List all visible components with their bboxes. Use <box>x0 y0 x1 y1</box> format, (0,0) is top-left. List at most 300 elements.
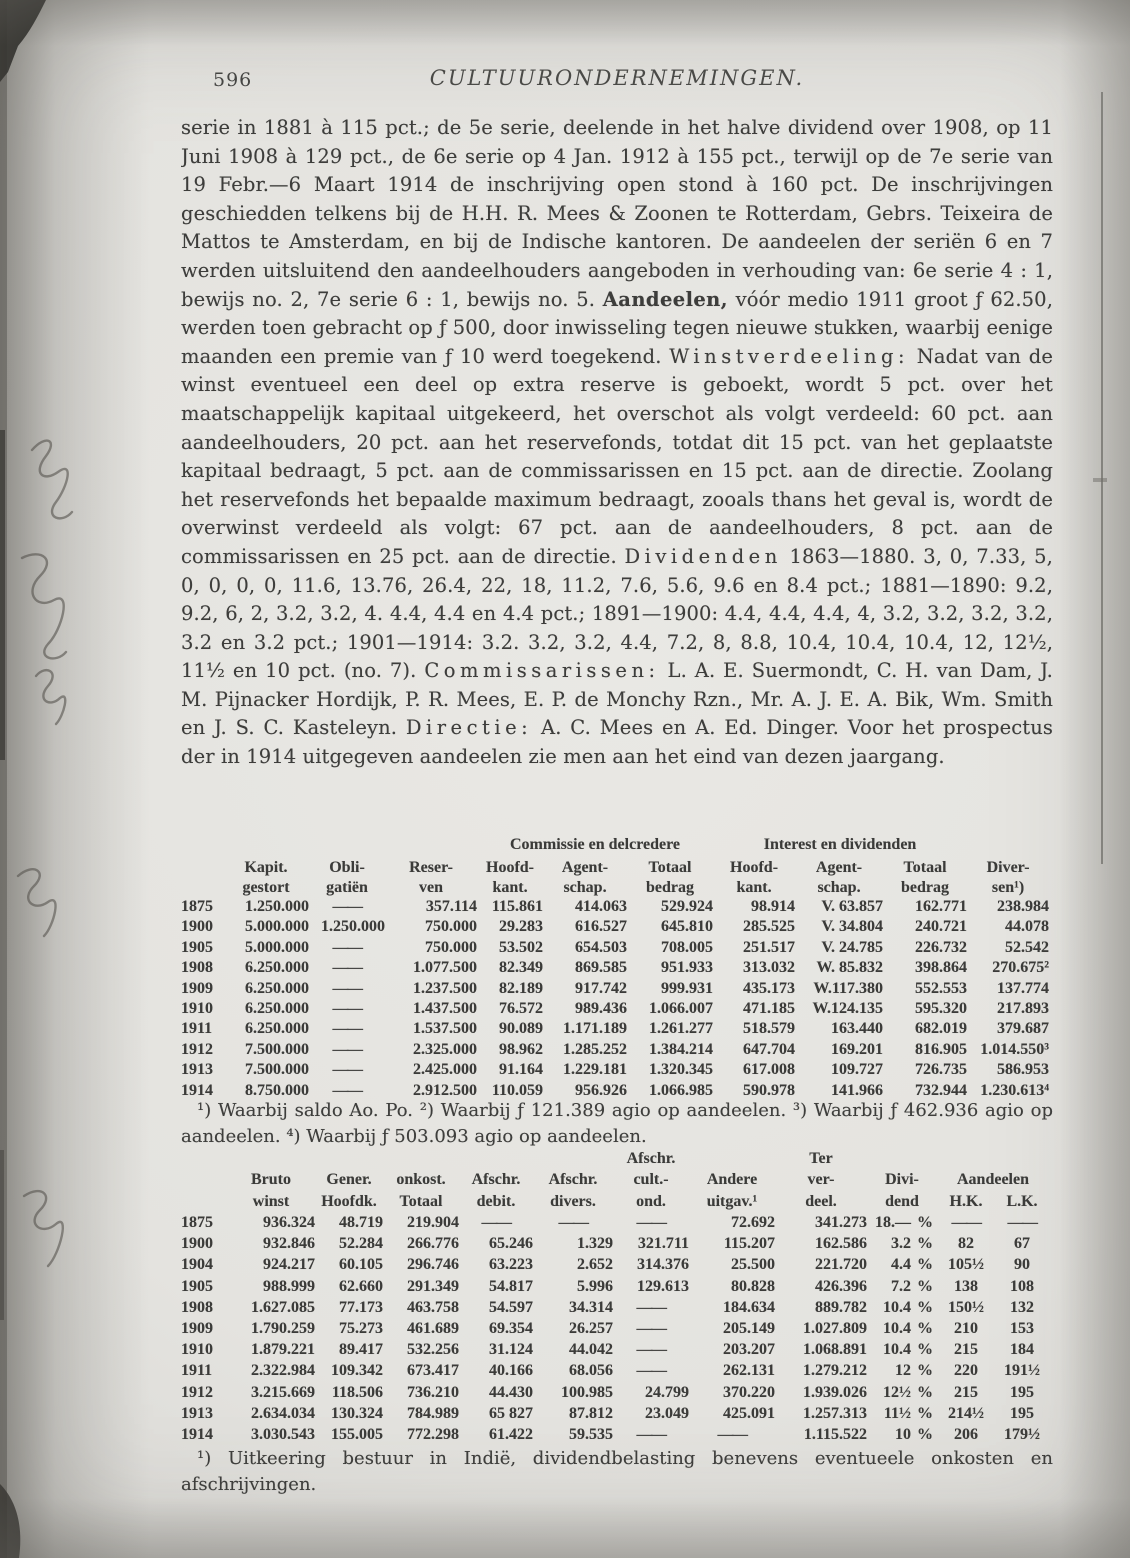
table-cell: 2.634.034 <box>251 1404 315 1422</box>
table-cell: 109.727 <box>831 1061 884 1079</box>
table-cell: % <box>917 1404 933 1422</box>
table-cell: 3.030.543 <box>251 1425 315 1443</box>
group-header-afschr: Afschr. <box>626 1150 676 1167</box>
table-cell: 44.042 <box>569 1341 613 1359</box>
table-cell: 1.939.026 <box>803 1383 867 1401</box>
right-page-edge-line <box>1101 92 1103 864</box>
left-edge-dark-segment <box>0 430 5 760</box>
table-cell: 552.553 <box>915 979 968 997</box>
table-cell: —— <box>636 1298 666 1316</box>
table-cell: 1910 <box>181 999 213 1017</box>
table-cell: 10 <box>895 1425 911 1443</box>
table-cell: 52.284 <box>339 1235 383 1253</box>
table-header-cell: bedrag <box>901 878 950 896</box>
table-cell: 6.250.000 <box>245 979 309 997</box>
table-cell: 141.966 <box>831 1081 884 1099</box>
table-cell: 24.799 <box>645 1383 689 1401</box>
table-cell: 426.396 <box>815 1277 867 1295</box>
table-cell: 150½ <box>948 1298 984 1316</box>
table-cell: 98.962 <box>499 1040 543 1058</box>
table-cell: 62.660 <box>339 1277 383 1295</box>
table-cell: 68.056 <box>569 1362 613 1380</box>
table-cell: 184.634 <box>723 1298 775 1316</box>
table-header-cell: Afschr. <box>548 1171 598 1188</box>
table-cell: 65 827 <box>489 1404 533 1422</box>
table-cell: 595.320 <box>915 999 968 1017</box>
table-cell <box>181 1150 613 1171</box>
table-cell: 54.597 <box>489 1298 533 1316</box>
scan-shadow-bottom <box>0 1498 1130 1558</box>
table-cell: 936.324 <box>263 1214 315 1231</box>
table-cell: 1.879.221 <box>251 1341 315 1359</box>
table-cell: 162.771 <box>915 898 968 915</box>
table-cell: W.117.380 <box>813 979 884 997</box>
table-cell: 1.279.212 <box>803 1362 867 1380</box>
table-cell: 163.440 <box>831 1020 884 1038</box>
table-cell: 221.720 <box>815 1256 867 1274</box>
table-cell: 82.189 <box>499 979 543 997</box>
table-cell: 708.005 <box>661 938 714 956</box>
table-cell: 266.776 <box>407 1235 459 1253</box>
table-cell: 53.502 <box>499 938 543 956</box>
table1-footnote: ¹) Waarbij saldo Ao. Po. ²) Waarbij ƒ 121.389 agio op aandeelen. ³) Waarbij ƒ 462.936 agio op aandeelen. ⁴) Waarbij ƒ 503.093 agio op aandeelen. <box>181 1100 1053 1147</box>
table-cell: 1911 <box>181 1020 213 1038</box>
table-row <box>181 1405 1049 1426</box>
table-row <box>181 1061 1049 1081</box>
table2-footnote: ¹) Uitkeering bestuur in Indië, dividendbelasting benevens eventueele onkosten en afschrijvingen. <box>181 1448 1053 1495</box>
table-cell: 1.068.891 <box>803 1341 867 1359</box>
table-cell: 1.320.345 <box>649 1061 714 1079</box>
table-cell: 184 <box>1010 1341 1034 1359</box>
table-cell <box>181 1193 227 1215</box>
table-cell: 471.185 <box>743 999 796 1017</box>
table-cell: 2.322.984 <box>251 1362 315 1380</box>
table-cell: 1.066.985 <box>649 1081 714 1099</box>
right-margin-smudge <box>1093 478 1107 482</box>
table-header-cell: Andere <box>706 1171 758 1188</box>
table-cell: 1908 <box>181 959 213 977</box>
paragraph-segment: Nadat van de winst eventueel een deel op extra reserve is geboekt, wordt 5 pct. over het maatschappelijk kapitaal uitgekeerd, het overschot als volgt verdeeld: 60 pct. aan aandeelhouders, 20 pct. aan het reservefonds, totdat dit 15 pct. van het geplaatste kapitaal bedraagt, 5 pct. aan de commissarissen en 15 pct. aan de directie. Zoolang het reservefonds het bepaalde maximum bedraagt, zooals thans het geval is, wordt de overwinst verdeeld als volgt: 67 pct. aan de aandeelhouders, 8 pct. aan de commissarissen en 25 pct. aan de directie. <box>181 344 1053 568</box>
table2-head <box>181 1150 1049 1214</box>
table-cell: 750.000 <box>425 918 477 936</box>
table-header-cell: Agent- <box>561 859 609 876</box>
table-cell: 999.931 <box>661 979 714 997</box>
bottom-left-corner-blot <box>0 1484 20 1558</box>
table-cell: —— <box>332 938 362 956</box>
table-row <box>181 959 1049 979</box>
table-cell: 1.027.809 <box>803 1319 867 1337</box>
table-cell: 29.283 <box>499 918 543 936</box>
table-cell: 772.298 <box>407 1425 459 1443</box>
table-cell: V. 24.785 <box>821 938 884 956</box>
table-cell: 732.944 <box>915 1081 968 1099</box>
table-cell <box>689 1150 775 1171</box>
table-cell: 1.257.313 <box>803 1404 867 1422</box>
table-row <box>181 980 1049 1000</box>
table-cell: 6.250.000 <box>245 1020 309 1038</box>
table-header-cell: Kapit. <box>244 859 288 876</box>
table-header-cell: Obli- <box>329 859 365 876</box>
table-cell: 61.422 <box>489 1425 533 1443</box>
group-header-ter: Ter <box>809 1150 833 1167</box>
table-header-cell: Hoofdk. <box>321 1192 377 1210</box>
table-header-cell: dend <box>885 1192 919 1210</box>
table-cell: —— <box>332 1061 362 1079</box>
table-cell: 195 <box>1010 1404 1034 1422</box>
left-edge-strip <box>0 0 7 1558</box>
table2-body <box>181 1214 1049 1447</box>
table-row <box>181 898 1049 918</box>
table-header-cell: gestort <box>242 878 290 896</box>
table-cell: 357.114 <box>425 898 477 915</box>
table-cell: % <box>917 1425 933 1443</box>
table-cell: 370.220 <box>723 1383 775 1401</box>
table-cell: 889.782 <box>815 1298 867 1316</box>
table-cell: 138 <box>954 1277 978 1295</box>
table-cell: 869.585 <box>575 959 627 977</box>
table-header-cell: L.K. <box>1006 1192 1038 1210</box>
table-cell: 291.349 <box>407 1277 459 1295</box>
table-row <box>181 1214 1049 1235</box>
table-cell: 162.586 <box>815 1235 867 1253</box>
group-header-commissie: Commissie en delcredere <box>509 836 681 853</box>
paragraph-segment: Commissarissen: <box>424 659 660 683</box>
table-cell: 1.230.613⁴ <box>980 1081 1050 1099</box>
table-row <box>181 1384 1049 1405</box>
table-cell: 1905 <box>181 1277 213 1295</box>
table-cell: 1.537.500 <box>413 1020 477 1038</box>
table-cell: 59.535 <box>569 1425 613 1443</box>
table-row <box>181 1362 1049 1383</box>
table-cell: 109.342 <box>331 1362 383 1380</box>
left-edge-dark-segment <box>0 1150 4 1320</box>
table-cell: 1913 <box>181 1404 213 1422</box>
table-cell: 34.314 <box>569 1298 613 1316</box>
paragraph-segment: L. A. E. Suermondt, C. H. van Dam, J. M. Pijnacker Hordijk, P. R. Mees, E. P. de Monchy Rzn., Mr. A. J. E. A. Bik, Wm. Smith en J. S. C. Kasteleyn. <box>181 659 1053 740</box>
table-cell: % <box>917 1319 933 1337</box>
table-cell: 4.4 <box>891 1256 911 1274</box>
table-cell: 1.329 <box>577 1235 613 1253</box>
table-cell: 77.173 <box>339 1298 383 1316</box>
table-cell: 7.500.000 <box>245 1040 309 1058</box>
table-cell: 6.250.000 <box>245 959 309 977</box>
table-row <box>181 939 1049 959</box>
table-cell: 7.500.000 <box>245 1061 309 1079</box>
table-cell: % <box>917 1277 933 1295</box>
table-cell: 98.914 <box>751 898 796 915</box>
table-cell: 1.261.277 <box>649 1020 714 1038</box>
table-header-cell: bedrag <box>646 878 694 896</box>
table-cell: 285.525 <box>743 918 796 936</box>
table-cell: 645.810 <box>661 918 714 936</box>
table-cell: 932.846 <box>263 1235 315 1253</box>
table-header-cell: Totaal <box>648 859 692 876</box>
table-cell: 988.999 <box>263 1277 315 1295</box>
paragraph-segment: vóór medio 1911 groot ƒ 62.50, werden toen gebracht op ƒ 500, door inwisseling tegen nieuwe stukken, waarbij eenige maanden een premie van ƒ 10 werd toegekend. <box>181 287 1053 368</box>
table-header-cell: schap. <box>563 878 607 896</box>
table-cell: 5.000.000 <box>245 918 309 936</box>
table-cell: —— <box>332 1040 362 1058</box>
table1 <box>181 836 1049 1102</box>
table-cell: 1.627.085 <box>251 1298 315 1316</box>
table-header-cell: kant. <box>492 878 528 896</box>
table-cell: 54.817 <box>489 1277 533 1295</box>
paragraph-segment: Winstverdeeling: <box>669 344 910 368</box>
table-cell: 226.732 <box>915 938 968 956</box>
table-cell: 108 <box>1010 1277 1034 1295</box>
table-cell: 210 <box>954 1319 978 1337</box>
table-cell: 105½ <box>948 1256 984 1274</box>
table-cell: 1.066.007 <box>649 999 714 1017</box>
table-cell: 1911 <box>181 1362 213 1380</box>
table-cell: 217.893 <box>997 999 1050 1017</box>
table-cell: 8.750.000 <box>245 1081 309 1099</box>
table-cell: % <box>917 1341 933 1359</box>
table-cell: 1900 <box>181 918 213 936</box>
table-cell: W.124.135 <box>812 999 884 1017</box>
table-cell: 215 <box>954 1383 978 1401</box>
table-header-cell: sen¹) <box>991 878 1025 896</box>
table-cell: 251.517 <box>743 938 796 956</box>
table-cell: 3.2 <box>891 1235 911 1253</box>
table-cell: 60.105 <box>339 1256 383 1274</box>
table-cell: 1908 <box>181 1298 213 1316</box>
table-header-cell: H.K. <box>949 1192 983 1210</box>
table-header-cell: Aandeelen <box>957 1171 1029 1188</box>
table-cell: 313.032 <box>743 959 796 977</box>
table-cell: 63.223 <box>489 1256 533 1274</box>
group-header-interest: Interest en dividenden <box>763 836 917 853</box>
scan-shadow-left <box>0 0 150 1558</box>
table-cell: —— <box>636 1362 666 1380</box>
table-cell: —— <box>636 1319 666 1337</box>
table-cell: 100.985 <box>561 1383 613 1401</box>
table-cell: 26.257 <box>569 1319 613 1337</box>
table-cell: 23.049 <box>645 1404 689 1422</box>
table-header-cell: Divi- <box>885 1171 919 1188</box>
table-cell: 72.692 <box>731 1214 775 1231</box>
table-cell: 80.828 <box>731 1277 775 1295</box>
table-cell: 956.926 <box>575 1081 627 1099</box>
table-cell: —— <box>332 979 362 997</box>
scan-shadow-top <box>0 0 1130 46</box>
table-header-cell: Reser- <box>409 859 453 876</box>
table-cell: —— <box>332 1081 362 1099</box>
table-cell: % <box>917 1256 933 1274</box>
table-cell: 82.349 <box>499 959 543 977</box>
table-header-cell: kant. <box>736 878 772 896</box>
table-cell: 2.652 <box>577 1256 613 1274</box>
table-cell: 425.091 <box>723 1404 775 1422</box>
table-cell: 435.173 <box>743 979 796 997</box>
table-cell: 784.989 <box>407 1404 459 1422</box>
table-header-cell: gatiën <box>326 878 368 896</box>
table-cell: 296.746 <box>407 1256 459 1274</box>
table-header-cell: Totaal <box>903 859 947 876</box>
table-cell: 90 <box>1014 1256 1030 1274</box>
page-number: 596 <box>213 69 253 91</box>
table-header-cell: schap. <box>817 878 861 896</box>
table-header-cell: Diver- <box>986 859 1030 876</box>
table-cell: 314.376 <box>637 1256 689 1274</box>
table-cell: 398.864 <box>915 959 968 977</box>
table-cell: 12 <box>895 1362 911 1380</box>
table-cell: 989.436 <box>575 999 627 1017</box>
table-cell: 203.207 <box>723 1341 775 1359</box>
table2 <box>181 1150 1049 1447</box>
table2-header-row <box>181 1193 1049 1215</box>
table-cell: 736.210 <box>407 1383 459 1401</box>
table-cell: 616.527 <box>575 918 627 936</box>
table-cell: —— <box>332 898 362 915</box>
table-cell: 1.237.500 <box>413 979 477 997</box>
table-cell: 682.019 <box>915 1020 968 1038</box>
table-header-cell: ven <box>419 878 443 896</box>
table-cell: 238.984 <box>997 898 1050 915</box>
body-paragraph <box>181 114 1053 838</box>
table-cell: 118.506 <box>331 1383 383 1401</box>
table-cell: 1909 <box>181 1319 213 1337</box>
table-cell: 25.500 <box>731 1256 775 1274</box>
table-row <box>181 1041 1049 1061</box>
table-cell: 1.014.550³ <box>980 1040 1050 1058</box>
table-cell: 132 <box>1010 1298 1034 1316</box>
table-cell: 48.719 <box>339 1214 383 1231</box>
table-cell: V. 34.804 <box>821 918 884 936</box>
page-title: CULTUURONDERNEMINGEN. <box>429 66 805 90</box>
table-cell: —— <box>332 959 362 977</box>
table-cell: 1.250.000 <box>245 898 309 915</box>
table-cell: 155.005 <box>331 1425 383 1443</box>
table-row <box>181 1278 1049 1299</box>
table-cell: 1912 <box>181 1040 213 1058</box>
table-row <box>181 1235 1049 1256</box>
table-cell: 215 <box>954 1341 978 1359</box>
table-cell: 115.861 <box>491 898 543 915</box>
table-cell: 1.171.189 <box>563 1020 627 1038</box>
table-row <box>181 918 1049 938</box>
table-cell: —— <box>1007 1214 1037 1231</box>
table-cell: 673.417 <box>407 1362 459 1380</box>
table-header-cell: Afschr. <box>471 1171 521 1188</box>
table-row <box>181 1020 1049 1040</box>
table-cell: 169.201 <box>831 1040 884 1058</box>
table-cell: 1905 <box>181 938 213 956</box>
table-cell: 586.953 <box>997 1061 1050 1079</box>
table2-header-row <box>181 1171 1049 1193</box>
table-header-cell: divers. <box>550 1192 596 1210</box>
table-cell: 137.774 <box>997 979 1050 997</box>
table-cell: —— <box>951 1214 981 1231</box>
table-header-cell <box>181 879 223 899</box>
table-cell: 5.000.000 <box>245 938 309 956</box>
table-cell: 1909 <box>181 979 213 997</box>
table-cell: 214½ <box>948 1404 984 1422</box>
table-row <box>181 1256 1049 1277</box>
table-cell: 10.4 <box>883 1319 911 1337</box>
table-cell: —— <box>481 1214 511 1231</box>
table-cell: 2.425.000 <box>413 1061 477 1079</box>
table-cell: 40.166 <box>489 1362 533 1380</box>
table-cell <box>967 836 1049 859</box>
table-row <box>181 1320 1049 1341</box>
table-cell: 65.246 <box>489 1235 533 1253</box>
table-cell: 1875 <box>181 898 213 915</box>
table-cell: 1.285.252 <box>563 1040 627 1058</box>
table-header-cell: uitgav.¹ <box>706 1192 758 1210</box>
table-cell: 270.675² <box>992 959 1050 977</box>
table-cell: —— <box>636 1425 666 1443</box>
table-cell: —— <box>558 1214 588 1231</box>
table-cell: 130.324 <box>331 1404 383 1422</box>
table-cell: 11½ <box>883 1404 911 1422</box>
table-cell: 219.904 <box>407 1214 459 1231</box>
table-header-cell: ond. <box>636 1192 666 1210</box>
table-cell: 341.273 <box>815 1214 867 1231</box>
table-cell: 18.— <box>875 1214 911 1231</box>
table-cell: 76.572 <box>499 999 543 1017</box>
paragraph-segment: 1863—1880. 3, 0, 7.33, 5, 0, 0, 0, 0, 11.6, 13.76, 26.4, 22, 18, 11.2, 7.6, 5.6, 9.6 en 8.4 pct.; 1881—1890: 9.2, 9.2, 6, 2, 3.2, 3.2, 4. 4.4, 4.4 en 4.4 pct.; 1891—1900: 4.4, 4.4, 4.4, 4, 3.2, 3.2, 3.2, 3.2, 3.2 en 3.2 pct.; 1901—1914: 3.2. 3.2, 3.2, 4.4, 7.2, 8, 8.8, 10.4, 10.4, 10.4, 12, 12½, 11½ en 10 pct. (no. 7). <box>181 544 1053 683</box>
table-cell: 220 <box>954 1362 978 1380</box>
table-cell: 1.229.181 <box>563 1061 627 1079</box>
table-header-cell: debit. <box>476 1192 516 1210</box>
table-row <box>181 1000 1049 1020</box>
table-cell: 153 <box>1010 1319 1034 1337</box>
table-cell: 726.735 <box>915 1061 968 1079</box>
table-cell: —— <box>636 1341 666 1359</box>
paragraph-segment: A. C. Mees en A. Ed. Dinger. Voor het prospectus der in 1914 uitgegeven aandeelen zie men aan het eind van dezen jaargang. <box>181 716 1053 769</box>
table-cell: 951.933 <box>661 959 714 977</box>
table-header-cell <box>181 859 223 879</box>
table1-section <box>181 836 1053 1102</box>
paragraph-segment: Aandeelen, <box>602 287 728 311</box>
table-cell: 379.687 <box>997 1020 1050 1038</box>
table-cell: % <box>917 1214 933 1231</box>
table2-group-header-row <box>181 1150 1049 1171</box>
table-cell: 1.077.500 <box>413 959 477 977</box>
table-cell: 75.273 <box>339 1319 383 1337</box>
table-cell: 1913 <box>181 1061 213 1079</box>
table-cell <box>867 1150 1049 1171</box>
table-cell: % <box>917 1235 933 1253</box>
table-cell: 67 <box>1014 1235 1030 1253</box>
table-cell: —— <box>717 1425 747 1443</box>
paragraph-segment: Directie: <box>405 716 533 740</box>
table-cell: 3.215.669 <box>251 1383 315 1401</box>
paragraph-segment: serie in 1881 à 115 pct.; de 5e serie, deelende in het halve dividend over 1908, op 11 Juni 1908 à 129 pct., de 6e serie op 4 Jan. 1912 à 155 pct., terwijl op de 7e serie van 19 Febr.—6 Maart 1914 de inschrijving open stond à 160 pct. De inschrijvingen geschiedden telkens bij de H.H. R. Mees & Zoonen te Rotterdam, Gebrs. Teixeira de Mattos te Amsterdam, en bij de Indische kantoren. De aandeelen der seriën 6 en 7 werden uitsluitend den aandeelhouders aangeboden in verhouding van: 6e serie 4 : 1, bewijs no. 2, 7e serie 6 : 1, bewijs no. 5. <box>181 116 1053 311</box>
table1-group-header-row <box>181 836 1049 859</box>
table-cell: 205.149 <box>723 1319 775 1337</box>
table-cell: 529.924 <box>661 898 714 915</box>
table-cell: 191½ <box>1004 1362 1040 1380</box>
table-cell: 654.503 <box>575 938 627 956</box>
top-left-corner-blot <box>0 0 46 82</box>
table-cell: 2.912.500 <box>413 1081 477 1099</box>
table-header-cell: Hoofd- <box>486 859 534 876</box>
table-cell: 1900 <box>181 1235 213 1253</box>
table-cell <box>181 1171 227 1193</box>
table-cell: 321.711 <box>637 1235 689 1253</box>
table-cell: 5.996 <box>577 1277 613 1295</box>
paragraph-segment: Dividenden <box>624 544 782 568</box>
table-cell: 10.4 <box>883 1298 911 1316</box>
table-cell: 6.250.000 <box>245 999 309 1017</box>
table-cell: —— <box>332 999 362 1017</box>
table-cell: 91.164 <box>499 1061 543 1079</box>
table-header-cell: onkost. <box>396 1171 446 1188</box>
table-cell: 647.704 <box>743 1040 796 1058</box>
table-header-cell: Bruto <box>251 1171 291 1188</box>
